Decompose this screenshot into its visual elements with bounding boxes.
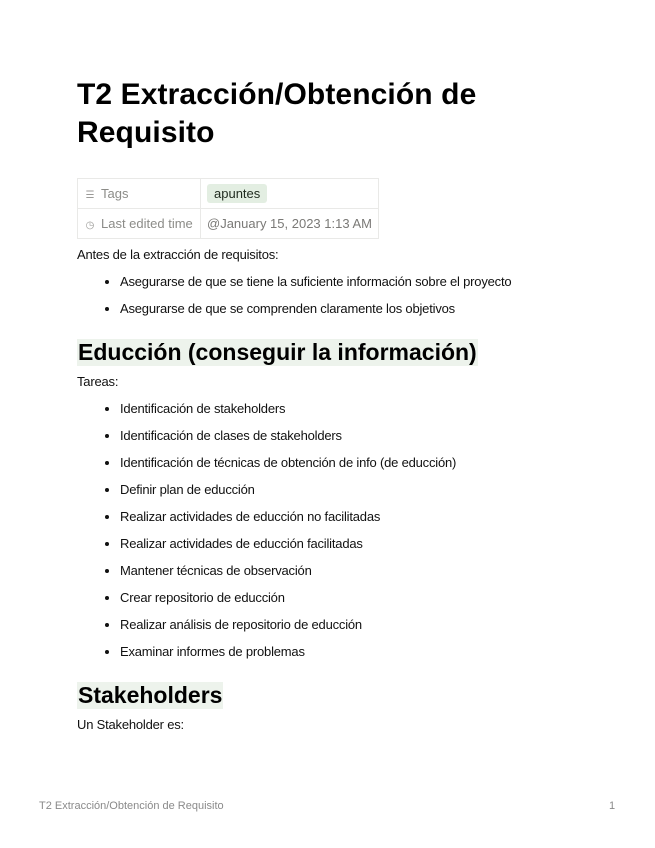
footer-document-name: T2 Extracción/Obtención de Requisito [39,800,224,812]
list-item: • Identificación de stakeholders [120,401,577,417]
property-name-tags [78,179,201,209]
stakeholders-paragraph: Un Stakeholder es: [77,717,184,732]
property-label: Last edited time [101,216,193,231]
list-item: • Definir plan de educción [120,482,577,498]
clock-icon: ◷ [85,220,95,231]
property-row-last-edited [78,209,379,239]
list-item: • Crear repositorio de educción [120,590,577,606]
educcion-heading-wrap [77,339,577,366]
document-body [77,76,577,733]
tasks-label: Tareas: [77,374,119,389]
section-heading-stakeholders: Stakeholders [78,682,223,708]
list-item: • Asegurarse de que se tiene la suficiente información sobre el proyecto [120,274,577,290]
section-heading-educcion: Educción (conseguir la información) [78,339,477,365]
list-item: • Realizar análisis de repositorio de educción [120,617,577,633]
list-item: • Mantener técnicas de observación [120,563,577,579]
intro-paragraph: Antes de la extracción de requisitos: [77,247,279,262]
list-item: • Identificación de clases de stakeholders [120,428,577,444]
list-item: • Realizar actividades de educción facilitadas [120,536,577,552]
list-item: • Examinar informes de problemas [120,644,577,660]
list-item: • Realizar actividades de educción no facilitadas [120,509,577,525]
property-value-last-edited: @January 15, 2023 1:13 AM [201,209,379,239]
property-label: Tags [101,186,129,201]
tag-badge[interactable]: apuntes [207,184,267,203]
property-value-tags [201,179,379,209]
list-item: • Identificación de técnicas de obtención de info (de educción) [120,455,577,471]
stakeholders-heading-wrap [77,682,577,709]
properties-table [77,178,379,239]
list-item: • Asegurarse de que se comprenden claramente los objetivos [120,301,577,317]
property-name-last-edited [78,209,201,239]
list-icon: ☰ [85,190,95,201]
page-title: T2 Extracción/Obtención de Requisito [77,78,477,149]
intro-list [77,274,577,317]
property-row-tags [78,179,379,209]
footer-page-number: 1 [609,800,616,812]
tasks-list [77,401,577,660]
